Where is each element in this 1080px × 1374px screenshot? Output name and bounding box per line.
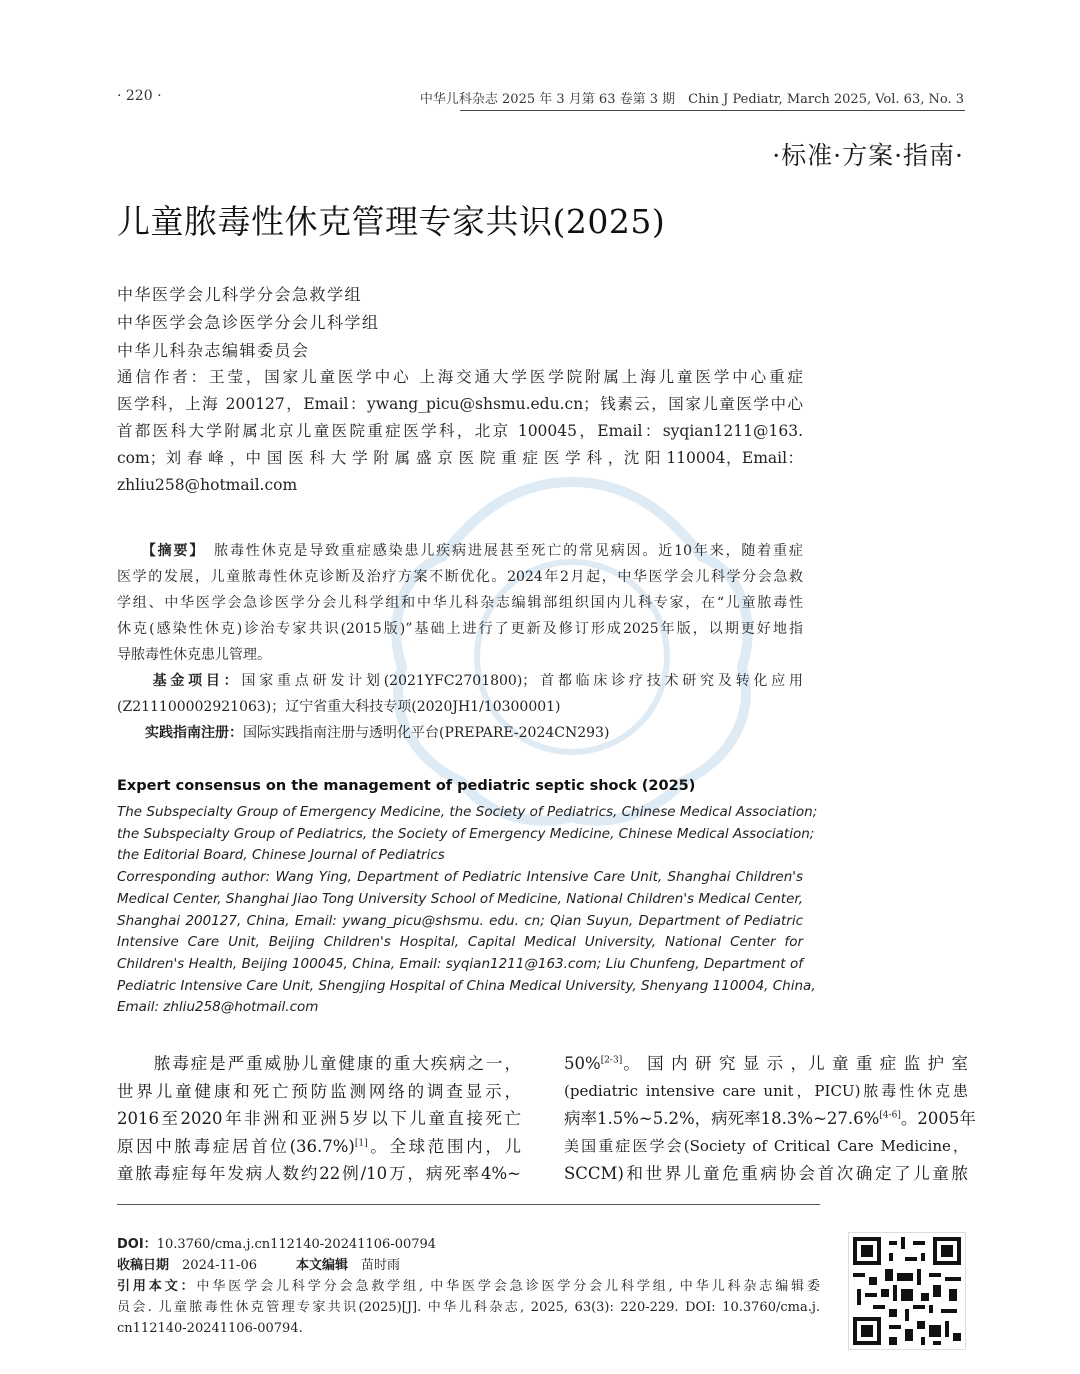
english-line: Pediatric Intensive Care Unit, Shengjing Hospital of China Medical University, Shenyang 110004, China,	[117, 977, 816, 994]
cite-line: cn112140-20241106-00794.	[117, 1321, 303, 1336]
funding-line: 基金项目：国家重点研发计划(2021YFC2701800)；首都临床诊疗技术研究及转化应用	[152, 673, 803, 689]
body-line: 50%[2-3]。 国 内 研 究 显 示 ，儿 童 重 症 监 护 室	[564, 1054, 968, 1073]
body-column-right	[564, 1050, 976, 1188]
corr-line: 通信作者：王莹，国家儿童医学中心 上海交通大学医学院附属上海儿童医学中心重症	[117, 368, 803, 386]
body-line: 2016至2020年非洲和亚洲5岁以下儿童直接死亡	[117, 1109, 521, 1128]
english-line: Medical Center, Shanghai Jiao Tong University School of Medicine, National Children's Medical Center,	[117, 890, 803, 907]
corr-line: 医学科，上海 200127，Email：ywang_picu@shsmu.edu.cn；钱素云，国家儿童医学中心	[117, 395, 803, 413]
english-title: Expert consensus on the management of pediatric septic shock (2025)	[117, 778, 696, 794]
abstract-line: 医学的发展，儿童脓毒性休克诊断及治疗方案不断优化。2024年2月起，中华医学会儿科学分会急救	[117, 569, 803, 585]
author-group: 中华儿科杂志编辑委员会	[117, 341, 310, 360]
english-line: Intensive Care Unit, Beijing Children's Hospital, Capital Medical University, National Center for	[117, 934, 803, 951]
funding-line: (Z211100002921063)；辽宁省重大科技专项(2020JH1/10300001)	[117, 699, 561, 715]
body-line: 脓毒症是严重威胁儿童健康的重大疾病之一，	[117, 1054, 521, 1073]
body-line: (pediatric intensive care unit，PICU)脓毒性休克患	[564, 1081, 968, 1100]
registry-line: 实践指南注册：国际实践指南注册与透明化平台(PREPARE-2024CN293)	[145, 725, 610, 741]
running-head: 中华儿科杂志 2025 年 3 月第 63 卷第 3 期 Chin J Pediatr, March 2025, Vol. 63, No. 3	[419, 92, 964, 107]
abstract-line: 【摘要】 脓毒性休克是导致重症感染患儿疾病进展甚至死亡的常见病因。近10年来，随着重症	[148, 543, 804, 559]
english-line: Shanghai 200127, China, Email: ywang_picu@shsmu. edu. cn; Qian Suyun, Department of Pediatric	[117, 912, 803, 929]
footer-info	[117, 1234, 827, 1339]
english-line: Children's Health, Beijing 100045, China, Email: syqian1211@163.com; Liu Chunfeng, Department of	[117, 955, 803, 972]
header-rule	[460, 110, 965, 111]
abstract-line: 导脓毒性休克患儿管理。	[117, 647, 271, 663]
citation-ref: [4-6]	[879, 1110, 901, 1121]
english-line: the Subspecialty Group of Pediatrics, the Society of Emergency Medicine, Chinese Medical Association;	[117, 825, 815, 842]
citation-ref: [1]	[354, 1138, 368, 1148]
doi-line: DOI：10.3760/cma.j.cn112140-20241106-00794	[117, 1237, 437, 1252]
corresponding-authors	[117, 364, 803, 499]
abstract	[117, 538, 803, 746]
registry-label: 实践指南注册：	[145, 725, 243, 741]
abstract-label: 【摘要】	[148, 543, 199, 559]
cite-line: 员会. 儿童脓毒性休克管理专家共识(2025)[J]. 中华儿科杂志, 2025, 63(3): 220-229. DOI: 10.3760/cma.j.	[117, 1300, 820, 1315]
body-line: 童脓毒症每年发病人数约22例/10万，病死率4%~	[117, 1164, 521, 1183]
english-line: Corresponding author: Wang Ying, Department of Pediatric Intensive Care Unit, Shanghai Children's	[117, 869, 803, 886]
cite-line: 引用本文：中华医学会儿科学分会急救学组, 中华医学会急诊医学分会儿科学组, 中华儿科杂志编辑委	[117, 1279, 820, 1294]
corr-line: com；刘 春 峰 ，中 国 医 科 大 学 附 属 盛 京 医 院 重 症 医 学 科 ，沈 阳 110004，Email：	[117, 449, 803, 467]
article-title: 儿童脓毒性休克管理专家共识(2025)	[117, 202, 666, 241]
doi-value: 10.3760/cma.j.cn112140-20241106-00794	[156, 1237, 437, 1252]
corr-line: zhliu258@hotmail.com	[117, 476, 298, 494]
funding-label: 基金项目：	[152, 673, 242, 689]
english-line: The Subspecialty Group of Emergency Medicine, the Society of Pediatrics, Chinese Medical Association;	[117, 804, 818, 820]
footer-rule	[117, 1204, 820, 1205]
english-line: the Editorial Board, Chinese Journal of Pediatrics	[117, 847, 445, 864]
english-line: Email: zhliu258@hotmail.com	[117, 999, 319, 1016]
body-line: 世界儿童健康和死亡预防监测网络的调查显示，	[117, 1081, 521, 1101]
body-column-left	[117, 1050, 521, 1188]
body-line: SCCM)和世界儿童危重病协会首次确定了儿童脓	[564, 1164, 968, 1183]
english-abstract-block	[117, 802, 818, 1019]
author-group: 中华医学会急诊医学分会儿科学组	[117, 313, 380, 332]
received-line: 收稿日期 2024-11-06 本文编辑 苗时雨	[117, 1258, 401, 1273]
author-group: 中华医学会儿科学分会急救学组	[117, 285, 363, 304]
abstract-line: 休克(感染性休克)诊治专家共识(2015版)”基础上进行了更新及修订形成2025年版，以期更好地指	[117, 621, 803, 637]
body-line: 病率1.5%~5.2%，病死率18.3%~27.6%[4-6]。2005年	[564, 1109, 976, 1128]
citation-ref: [2-3]	[600, 1055, 623, 1066]
corr-line: 首都医科大学附属北京儿童医院重症医学科，北京 100045，Email：syqian1211@163.	[117, 422, 803, 440]
qr-code	[848, 1232, 966, 1350]
abstract-line: 学组、中华医学会急诊医学分会儿科学组和中华儿科杂志编辑部组织国内儿科专家，在“儿童脓毒性	[117, 595, 803, 611]
page-number: · 220 ·	[117, 88, 162, 104]
body-line: 原因中脓毒症居首位(36.7%)[1]。全球范围内，儿	[117, 1136, 521, 1156]
body-line: 美国重症医学会(Society of Critical Care Medicine，	[564, 1136, 968, 1155]
column-label: ·标准·方案·指南·	[772, 141, 964, 170]
